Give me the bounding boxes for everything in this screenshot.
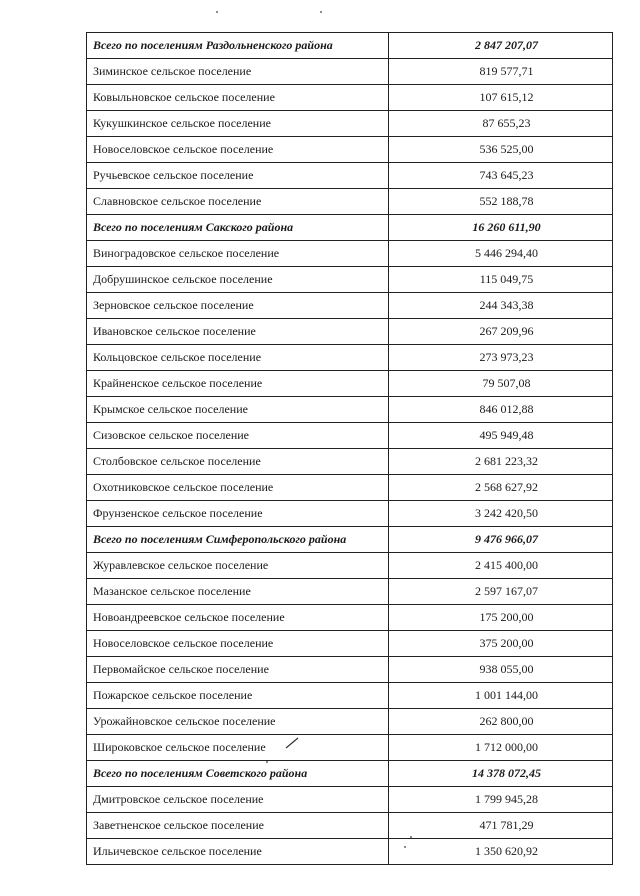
settlement-name: Зиминское сельское поселение — [87, 59, 389, 85]
settlement-amount: 375 200,00 — [389, 631, 613, 657]
settlement-name: Новоселовское сельское поселение — [87, 137, 389, 163]
settlement-amount: 87 655,23 — [389, 111, 613, 137]
settlement-amount: 175 200,00 — [389, 605, 613, 631]
settlement-row — [87, 293, 613, 319]
settlement-row — [87, 553, 613, 579]
settlement-row — [87, 813, 613, 839]
settlement-name: Новоандреевское сельское поселение — [87, 605, 389, 631]
pen-mark-icon — [284, 736, 300, 750]
settlement-name: Пожарское сельское поселение — [87, 683, 389, 709]
settlement-amount: 938 055,00 — [389, 657, 613, 683]
settlement-row — [87, 579, 613, 605]
settlement-amount: 273 973,23 — [389, 345, 613, 371]
settlement-name: Широковское сельское поселение — [87, 735, 389, 761]
settlement-name: Первомайское сельское поселение — [87, 657, 389, 683]
settlement-name: Дмитровское сельское поселение — [87, 787, 389, 813]
settlement-name: Ручьевское сельское поселение — [87, 163, 389, 189]
district-total-label: Всего по поселениям Симферопольского района — [87, 527, 389, 553]
settlement-amount: 267 209,96 — [389, 319, 613, 345]
settlement-amount: 5 446 294,40 — [389, 241, 613, 267]
settlement-amount: 1 799 945,28 — [389, 787, 613, 813]
district-total-amount: 2 847 207,07 — [389, 33, 613, 59]
district-total-amount: 9 476 966,07 — [389, 527, 613, 553]
district-total-amount: 14 378 072,45 — [389, 761, 613, 787]
settlement-row — [87, 735, 613, 761]
settlement-amount: 846 012,88 — [389, 397, 613, 423]
settlement-amount: 495 949,48 — [389, 423, 613, 449]
district-total-label: Всего по поселениям Сакского района — [87, 215, 389, 241]
district-total-label: Всего по поселениям Советского района — [87, 761, 389, 787]
settlement-row — [87, 345, 613, 371]
settlement-name: Ивановское сельское поселение — [87, 319, 389, 345]
settlement-row — [87, 137, 613, 163]
settlement-row — [87, 423, 613, 449]
settlement-name: Охотниковское сельское поселение — [87, 475, 389, 501]
scan-speck — [266, 761, 268, 763]
scan-speck — [404, 846, 406, 848]
settlement-name: Крайненское сельское поселение — [87, 371, 389, 397]
settlement-amount: 244 343,38 — [389, 293, 613, 319]
settlements-table — [86, 32, 613, 865]
settlement-amount: 552 188,78 — [389, 189, 613, 215]
scan-speck — [320, 11, 322, 13]
settlement-name: Ильичевское сельское поселение — [87, 839, 389, 865]
settlement-amount: 115 049,75 — [389, 267, 613, 293]
settlement-row — [87, 59, 613, 85]
settlement-name: Новоселовское сельское поселение — [87, 631, 389, 657]
settlement-amount: 3 242 420,50 — [389, 501, 613, 527]
settlement-row — [87, 501, 613, 527]
settlement-name: Кольцовское сельское поселение — [87, 345, 389, 371]
settlement-row — [87, 787, 613, 813]
settlement-row — [87, 85, 613, 111]
settlement-name: Добрушинское сельское поселение — [87, 267, 389, 293]
district-total-amount: 16 260 611,90 — [389, 215, 613, 241]
settlement-amount: 1 001 144,00 — [389, 683, 613, 709]
settlement-row — [87, 371, 613, 397]
settlement-name: Крымское сельское поселение — [87, 397, 389, 423]
settlement-row — [87, 449, 613, 475]
scan-speck — [216, 11, 218, 13]
table-body — [87, 33, 613, 865]
document-page — [86, 32, 612, 865]
settlement-row — [87, 163, 613, 189]
settlement-row — [87, 631, 613, 657]
settlement-name: Журавлевское сельское поселение — [87, 553, 389, 579]
settlement-row — [87, 319, 613, 345]
settlement-amount: 536 525,00 — [389, 137, 613, 163]
settlement-name: Славновское сельское поселение — [87, 189, 389, 215]
settlement-row — [87, 839, 613, 865]
settlement-row — [87, 111, 613, 137]
settlement-amount: 743 645,23 — [389, 163, 613, 189]
settlement-amount: 2 681 223,32 — [389, 449, 613, 475]
settlement-amount: 819 577,71 — [389, 59, 613, 85]
district-total-row — [87, 527, 613, 553]
settlement-amount: 1 712 000,00 — [389, 735, 613, 761]
settlement-name: Ковыльновское сельское поселение — [87, 85, 389, 111]
settlement-name: Мазанское сельское поселение — [87, 579, 389, 605]
district-total-label: Всего по поселениям Раздольненского района — [87, 33, 389, 59]
settlement-row — [87, 605, 613, 631]
settlement-name: Столбовское сельское поселение — [87, 449, 389, 475]
settlement-row — [87, 267, 613, 293]
settlement-name: Урожайновское сельское поселение — [87, 709, 389, 735]
settlement-amount: 262 800,00 — [389, 709, 613, 735]
settlement-amount: 2 568 627,92 — [389, 475, 613, 501]
settlement-name: Зерновское сельское поселение — [87, 293, 389, 319]
settlement-name: Сизовское сельское поселение — [87, 423, 389, 449]
district-total-row — [87, 761, 613, 787]
settlement-amount: 2 597 167,07 — [389, 579, 613, 605]
settlement-row — [87, 397, 613, 423]
settlement-row — [87, 683, 613, 709]
settlement-name: Заветненское сельское поселение — [87, 813, 389, 839]
settlement-row — [87, 475, 613, 501]
settlement-row — [87, 657, 613, 683]
scan-speck — [410, 836, 412, 838]
settlement-amount: 471 781,29 — [389, 813, 613, 839]
settlement-name: Фрунзенское сельское поселение — [87, 501, 389, 527]
settlement-amount: 2 415 400,00 — [389, 553, 613, 579]
settlement-amount: 79 507,08 — [389, 371, 613, 397]
settlement-name: Кукушкинское сельское поселение — [87, 111, 389, 137]
settlement-amount: 1 350 620,92 — [389, 839, 613, 865]
settlement-name: Виноградовское сельское поселение — [87, 241, 389, 267]
settlement-amount: 107 615,12 — [389, 85, 613, 111]
district-total-row — [87, 215, 613, 241]
settlement-row — [87, 241, 613, 267]
settlement-row — [87, 709, 613, 735]
district-total-row — [87, 33, 613, 59]
settlement-row — [87, 189, 613, 215]
